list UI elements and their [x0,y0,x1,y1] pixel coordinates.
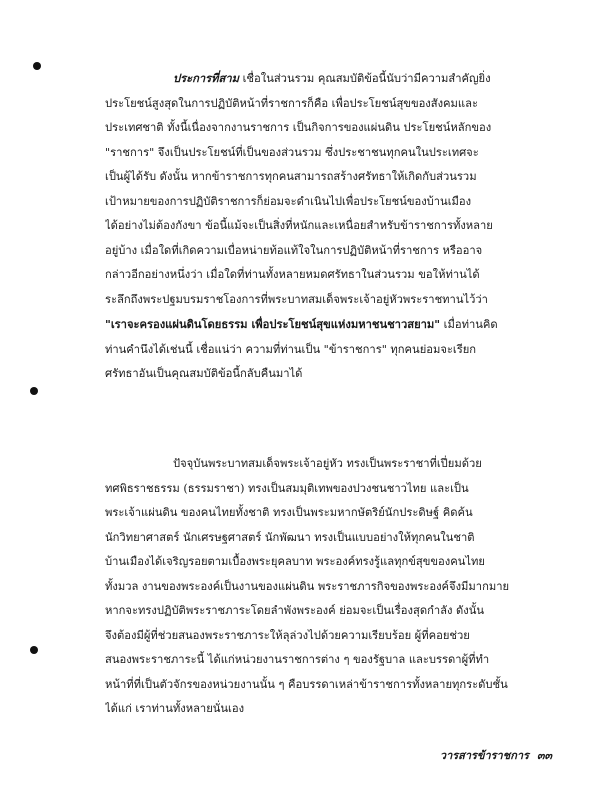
journal-name: วารสารข้าราชการ [439,749,529,762]
text-line: เป็นผู้ได้รับ ดังนั้น หากข้าราชการทุกคนสามารถสร้างศรัทธาให้เกิดกับส่วนรวม [105,170,477,183]
text-line: ระลึกถึงพระปฐมบรมราชโองการที่พระบาทสมเด็จพระเจ้าอยู่หัวพระราชทานไว้ว่า [105,292,488,306]
page-number: ๓๓ [536,749,552,762]
text-line: ทั้งมวล งานของพระองค์เป็นงานของแผ่นดิน พระราชภารกิจของพระองค์จึงมีมากมาย [105,579,510,593]
text-line: นักวิทยาศาสตร์ นักเศรษฐศาสตร์ นักพัฒนา ทรงเป็นแบบอย่างให้ทุกคนในชาติ [105,530,475,544]
text-line: ประเทศชาติ ทั้งนี้เนื่องจากงานราชการ เป็นกิจการของแผ่นดิน ประโยชน์หลักของ [105,121,492,134]
paragraph-first-line [105,66,547,92]
text-line: ได้อย่างไม่ต้องกังขา ข้อนี้แม้จะเป็นสิ่งที่หนักและเหนื่อยสำหรับข้าราชการทั้งหลาย [105,219,493,232]
text-line: กล่าวอีกอย่างหนึ่งว่า เมื่อใดที่ท่านทั้งหลายหมดศรัทธาในส่วนรวม ขอให้ท่านได้ [105,268,480,281]
binder-hole-mark [30,646,38,654]
lead-heading: ประการที่สาม [173,71,240,85]
paragraph-third-quality [105,66,547,387]
paragraph-first-line: ปัจจุบันพระบาทสมเด็จพระเจ้าอยู่หัว ทรงเป็นพระราชาที่เปี่ยมด้วย [173,457,482,470]
text-line: หากจะทรงปฏิบัติพระราชภาระโดยลำพังพระองค์ ย่อมจะเป็นเรื่องสุดกำลัง ดังนั้น [105,604,485,617]
binder-hole-mark [33,62,41,70]
page-footer [440,746,552,764]
text-line: หน้าที่ที่เป็นตัวจักรของหน่วยงานนั้น ๆ คือบรรดาเหล่าข้าราชการทั้งหลายทุกระดับชั้น [105,677,508,691]
text-line: สนองพระราชภาระนี้ ได้แก่หน่วยงานราชการต่าง ๆ ของรัฐบาล และบรรดาผู้ที่ทำ [105,653,490,666]
text-line: อยู่บ้าง เมื่อใดที่เกิดความเบื่อหน่ายท้อแท้ใจในการปฏิบัติหน้าที่ราชการ หรืออาจ [105,243,483,257]
text-line: ศรัทธาอันเป็นคุณสมบัติข้อนี้กลับคืนมาได้ [105,367,303,380]
text-line: พระเจ้าแผ่นดิน ของคนไทยทั้งชาติ ทรงเป็นพระมหากษัตริย์นักประดิษฐ์ คิดค้น [105,506,473,519]
text-line: จึงต้องมีผู้ที่ช่วยสนองพระราชภาระให้ลุล่วงไปด้วยความเรียบร้อย ผู้ที่คอยช่วย [105,628,470,642]
paragraph-king [105,452,547,722]
text-line: ประโยชน์สูงสุดในการปฏิบัติหน้าที่ราชการก็คือ เพื่อประโยชน์สุขของสังคมและ [105,96,478,110]
binder-hole-mark [30,387,38,395]
royal-quote: "เราจะครองแผ่นดินโดยธรรม เพื่อประโยชน์สุขแห่งมหาชนชาวสยาม" [105,317,441,331]
text-line: ได้แก่ เราท่านทั้งหลายนั่นเอง [105,702,245,715]
quote-line [105,312,547,338]
first-line-text: เชื่อในส่วนรวม คุณสมบัติข้อนี้นับว่ามีความสำคัญยิ่ง [239,72,491,85]
quote-tail-text: เมื่อท่านคิด [440,318,498,331]
text-line: ทศพิธราชธรรม (ธรรมราชา) ทรงเป็นสมมุติเทพของปวงชนชาวไทย และเป็น [105,481,469,495]
text-line: บ้านเมืองได้เจริญรอยตามเบื้องพระยุคลบาท พระองค์ทรงรู้แลทุกข์สุขของคนไทย [105,555,485,568]
text-line: ท่านคำนึงได้เช่นนี้ เชื่อแน่ว่า ความที่ท่านเป็น "ข้าราชการ" ทุกคนย่อมจะเรียก [105,342,477,356]
text-line: "ราชการ" จึงเป็นประโยชน์ที่เป็นของส่วนรวม ซึ่งประชาชนทุกคนในประเทศจะ [105,145,479,159]
text-line: เป้าหมายของการปฏิบัติราชการก็ย่อมจะดำเนินไปเพื่อประโยชน์ของบ้านเมือง [105,194,472,208]
